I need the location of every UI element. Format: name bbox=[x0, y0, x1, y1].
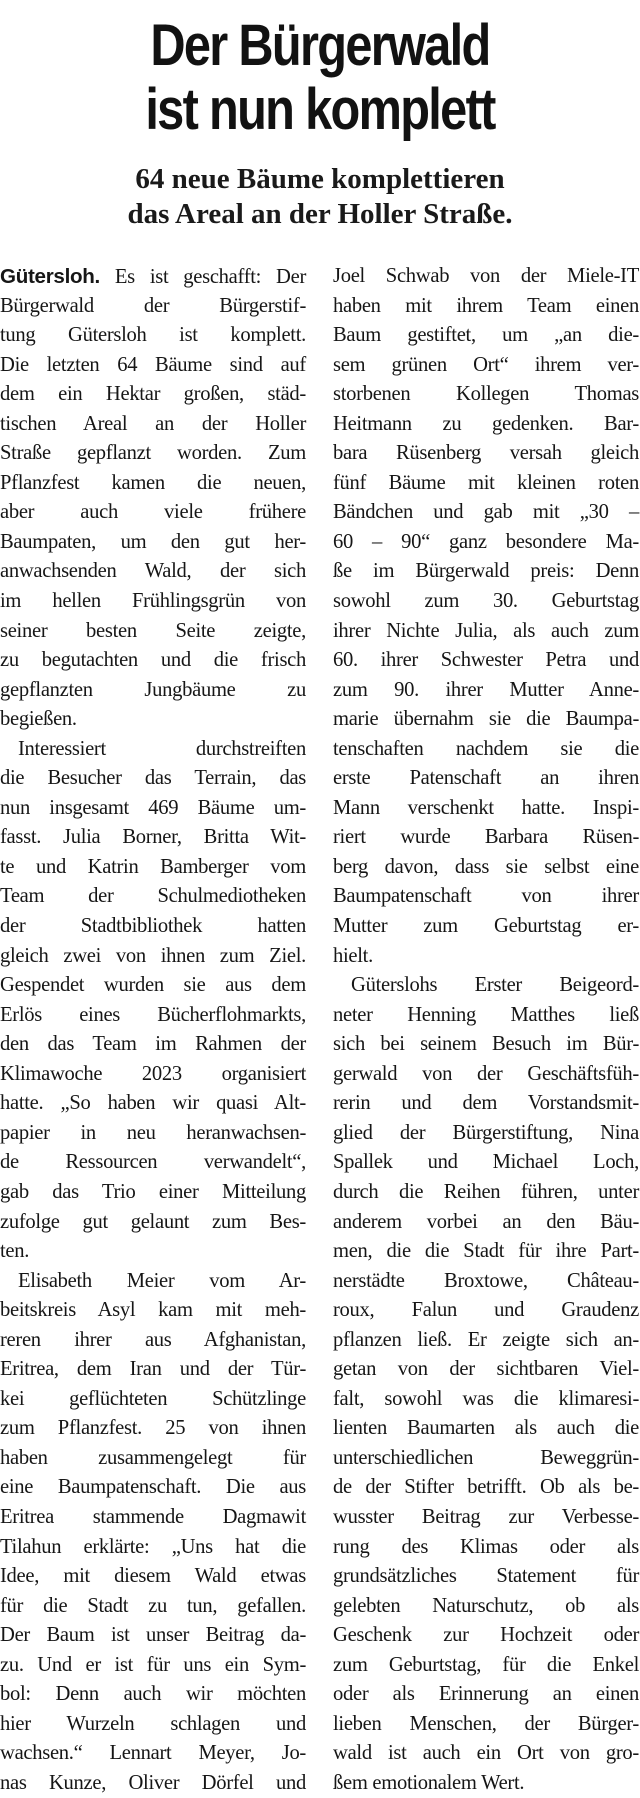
article-text-line: berg davon, dass sie selbst eine bbox=[333, 855, 639, 878]
article-text-line: bara Rüsenberg versah gleich bbox=[333, 442, 639, 465]
article-text-line: Bürgerwald der Bürgerstif- bbox=[0, 294, 306, 317]
article-text-line: tischen Areal an der Holler bbox=[0, 412, 306, 435]
article-text-line: gelebten Naturschutz, ob als bbox=[333, 1594, 639, 1617]
article-text-line: Der Baum ist unser Beitrag da- bbox=[0, 1624, 306, 1647]
article-text-line: gepflanzten Jungbäume zu bbox=[0, 678, 306, 701]
article-text-line: Güterslohs Erster Beigeord- bbox=[351, 974, 639, 997]
article-text-line: hatte. „So haben wir quasi Alt- bbox=[0, 1092, 306, 1115]
article-text-line: ße im Bürgerwald preis: Denn bbox=[333, 560, 639, 583]
article-text-line: begießen. bbox=[0, 708, 77, 731]
article-text-line: grundsätzliches Statement für bbox=[333, 1565, 639, 1588]
article-text-line: Die letzten 64 Bäume sind auf bbox=[0, 353, 306, 376]
article-text-line: Eritrea, dem Iran und der Tür- bbox=[0, 1358, 306, 1381]
article-text-line: 60 – 90“ ganz besondere Ma- bbox=[333, 530, 639, 553]
article-text-line: getan von der sichtbaren Viel- bbox=[333, 1358, 639, 1381]
article-text-line: wusster Beitrag zur Verbesse- bbox=[333, 1505, 639, 1528]
article-text-line: wald ist auch ein Ort von gro- bbox=[333, 1742, 639, 1765]
article-column-right bbox=[333, 262, 639, 1794]
article-text-line: Eritrea stammende Dagmawit bbox=[0, 1505, 306, 1528]
article-text-line: papier in neu heranwachsen- bbox=[0, 1121, 306, 1144]
headline bbox=[51, 14, 589, 142]
article-text-line: bol: Denn auch wir möchten bbox=[0, 1683, 306, 1706]
article-text-line: Elisabeth Meier vom Ar- bbox=[18, 1269, 306, 1292]
article-column-left bbox=[0, 262, 306, 1794]
article-text-line bbox=[0, 262, 306, 292]
article-text-line: anderem vorbei an den Bäu- bbox=[333, 1210, 639, 1233]
subheadline bbox=[0, 162, 640, 232]
article-text-line: riert wurde Barbara Rüsen- bbox=[333, 826, 639, 849]
article-text-line: Idee, mit diesem Wald etwas bbox=[0, 1565, 306, 1588]
article-text-line: nun insgesamt 469 Bäume um- bbox=[0, 796, 306, 819]
article-text-line: 60. ihrer Schwester Petra und bbox=[333, 649, 639, 672]
article-text-line: falt, sowohl was die klimaresi- bbox=[333, 1387, 639, 1410]
article-text-fragment: Es ist geschafft: Der bbox=[99, 266, 306, 288]
article-text-line: rung des Klimas oder als bbox=[333, 1535, 639, 1558]
article-text-line: neter Henning Matthes ließ bbox=[333, 1003, 639, 1026]
article-text-line: hier Wurzeln schlagen und bbox=[0, 1712, 306, 1735]
article-text-line: reren ihrer aus Afghanistan, bbox=[0, 1328, 306, 1351]
dateline: Gütersloh. bbox=[0, 265, 100, 288]
article-text-line: kei geflüchteten Schützlinge bbox=[0, 1387, 306, 1410]
article-text-line: aber auch viele frühere bbox=[0, 501, 306, 524]
article-text-line: lieben Menschen, der Bürger- bbox=[333, 1712, 639, 1735]
article-text-line: zu. Und er ist für uns ein Sym- bbox=[0, 1653, 306, 1676]
article-text-line: gerwald von der Geschäftsfüh- bbox=[333, 1062, 639, 1085]
article-text-line: Spallek und Michael Loch, bbox=[333, 1151, 639, 1174]
article-text-line: gab das Trio einer Mitteilung bbox=[0, 1180, 306, 1203]
article-text-line: de Ressourcen verwandelt“, bbox=[0, 1151, 306, 1174]
article-text-line: ihrer Nichte Julia, als auch zum bbox=[333, 619, 639, 642]
article-text-line: men, die die Stadt für ihre Part- bbox=[333, 1240, 639, 1263]
article-text-line: zum Geburtstag, für die Enkel bbox=[333, 1653, 639, 1676]
article-text-line: Baumpatenschaft von ihrer bbox=[333, 885, 639, 908]
article-text-line: sem grünen Ort“ ihrem ver- bbox=[333, 353, 639, 376]
article-text-line: oder als Erinnerung an einen bbox=[333, 1683, 639, 1706]
article-text-line: Team der Schulmediotheken bbox=[0, 885, 306, 908]
article-text-line: Interessiert durchstreiften bbox=[18, 737, 306, 760]
article-text-line: zum Pflanzfest. 25 von ihnen bbox=[0, 1417, 306, 1440]
article-text-line: unterschiedlichen Beweggrün- bbox=[333, 1446, 639, 1469]
article-text-line: die Besucher das Terrain, das bbox=[0, 767, 306, 790]
article-text-line: roux, Falun und Graudenz bbox=[333, 1299, 639, 1322]
article-text-line: durch die Reihen führen, unter bbox=[333, 1180, 639, 1203]
subheadline-line: das Areal an der Holler Straße. bbox=[127, 198, 513, 230]
article-text-line: Klimawoche 2023 organisiert bbox=[0, 1062, 306, 1085]
article-text-line: glied der Bürgerstiftung, Nina bbox=[333, 1121, 639, 1144]
article-text-line: rerin und dem Vorstandsmit- bbox=[333, 1092, 639, 1115]
article-text-line: de der Stifter betrifft. Ob als be- bbox=[333, 1476, 639, 1499]
headline-line: Der Bürgerwald bbox=[150, 13, 490, 78]
article-text-line: Geschenk zur Hochzeit oder bbox=[333, 1624, 639, 1647]
article-text-line: zu begutachten und die frisch bbox=[0, 649, 306, 672]
article-text-line: zum 90. ihrer Mutter Anne- bbox=[333, 678, 639, 701]
article-text-line: seiner besten Seite zeigte, bbox=[0, 619, 306, 642]
article-text-line: Baumpaten, um den gut her- bbox=[0, 530, 306, 553]
article-text-line: Gespendet wurden sie aus dem bbox=[0, 974, 306, 997]
article-text-line: tung Gütersloh ist komplett. bbox=[0, 324, 306, 347]
article-text-line: erste Patenschaft an ihren bbox=[333, 767, 639, 790]
article-text-line: Erlös eines Bücherflohmarkts, bbox=[0, 1003, 306, 1026]
article-text-line: te und Katrin Bamberger vom bbox=[0, 855, 306, 878]
article-text-line: eine Baumpatenschaft. Die aus bbox=[0, 1476, 306, 1499]
article-text-line: dem ein Hektar großen, städ- bbox=[0, 383, 306, 406]
subheadline-line: 64 neue Bäume komplettieren bbox=[135, 163, 505, 195]
article-text-line: zufolge gut gelaunt zum Bes- bbox=[0, 1210, 306, 1233]
article-text-line: fasst. Julia Borner, Britta Wit- bbox=[0, 826, 306, 849]
article-text-line: Baum gestiftet, um „an die- bbox=[333, 324, 639, 347]
article-text-line: ten. bbox=[0, 1240, 30, 1263]
article-text-line: Heitmann zu gedenken. Bar- bbox=[333, 412, 639, 435]
article-text-line: Mann verschenkt hatte. Inspi- bbox=[333, 796, 639, 819]
article-text-line: beitskreis Asyl kam mit meh- bbox=[0, 1299, 306, 1322]
article-text-line: pflanzen ließ. Er zeigte sich an- bbox=[333, 1328, 639, 1351]
article-text-line: Straße gepflanzt worden. Zum bbox=[0, 442, 306, 465]
article-text-line: den das Team im Rahmen der bbox=[0, 1033, 306, 1056]
article-text-line: storbenen Kollegen Thomas bbox=[333, 383, 639, 406]
headline-line: ist nun komplett bbox=[145, 77, 495, 142]
article-text-line: Bändchen und gab mit „30 – bbox=[333, 501, 639, 524]
article-text-line: hielt. bbox=[333, 944, 373, 967]
article-text-line: für die Stadt zu tun, gefallen. bbox=[0, 1594, 306, 1617]
article-text-line: wachsen.“ Lennart Meyer, Jo- bbox=[0, 1742, 306, 1765]
article-text-line: gleich zwei von ihnen zum Ziel. bbox=[0, 944, 306, 967]
article-text-line: lienten Baumarten als auch die bbox=[333, 1417, 639, 1440]
article-text-line: anwachsenden Wald, der sich bbox=[0, 560, 306, 583]
article-text-line: marie übernahm sie die Baumpa- bbox=[333, 708, 639, 731]
article-text-line: Pflanzfest kamen die neuen, bbox=[0, 471, 306, 494]
article-text-line: Tilahun erklärte: „Uns hat die bbox=[0, 1535, 306, 1558]
article-text-line: tenschaften nachdem sie die bbox=[333, 737, 639, 760]
article-text-line: sowohl zum 30. Geburtstag bbox=[333, 590, 639, 613]
article-text-line: nas Kunze, Oliver Dörfel und bbox=[0, 1771, 306, 1794]
article-text-line: ßem emotionalem Wert. bbox=[333, 1771, 525, 1794]
article-text-line: fünf Bäume mit kleinen roten bbox=[333, 471, 639, 494]
article-text-line: haben zusammengelegt für bbox=[0, 1446, 306, 1469]
article-text-line: der Stadtbibliothek hatten bbox=[0, 915, 306, 938]
article-text-line: Mutter zum Geburtstag er- bbox=[333, 915, 639, 938]
article-text-line: im hellen Frühlingsgrün von bbox=[0, 590, 306, 613]
article-text-line: sich bei seinem Besuch im Bür- bbox=[333, 1033, 639, 1056]
article-text-line: nerstädte Broxtowe, Château- bbox=[333, 1269, 639, 1292]
article-text-line: haben mit ihrem Team einen bbox=[333, 294, 639, 317]
article-text-line: Joel Schwab von der Miele-IT bbox=[333, 265, 639, 287]
